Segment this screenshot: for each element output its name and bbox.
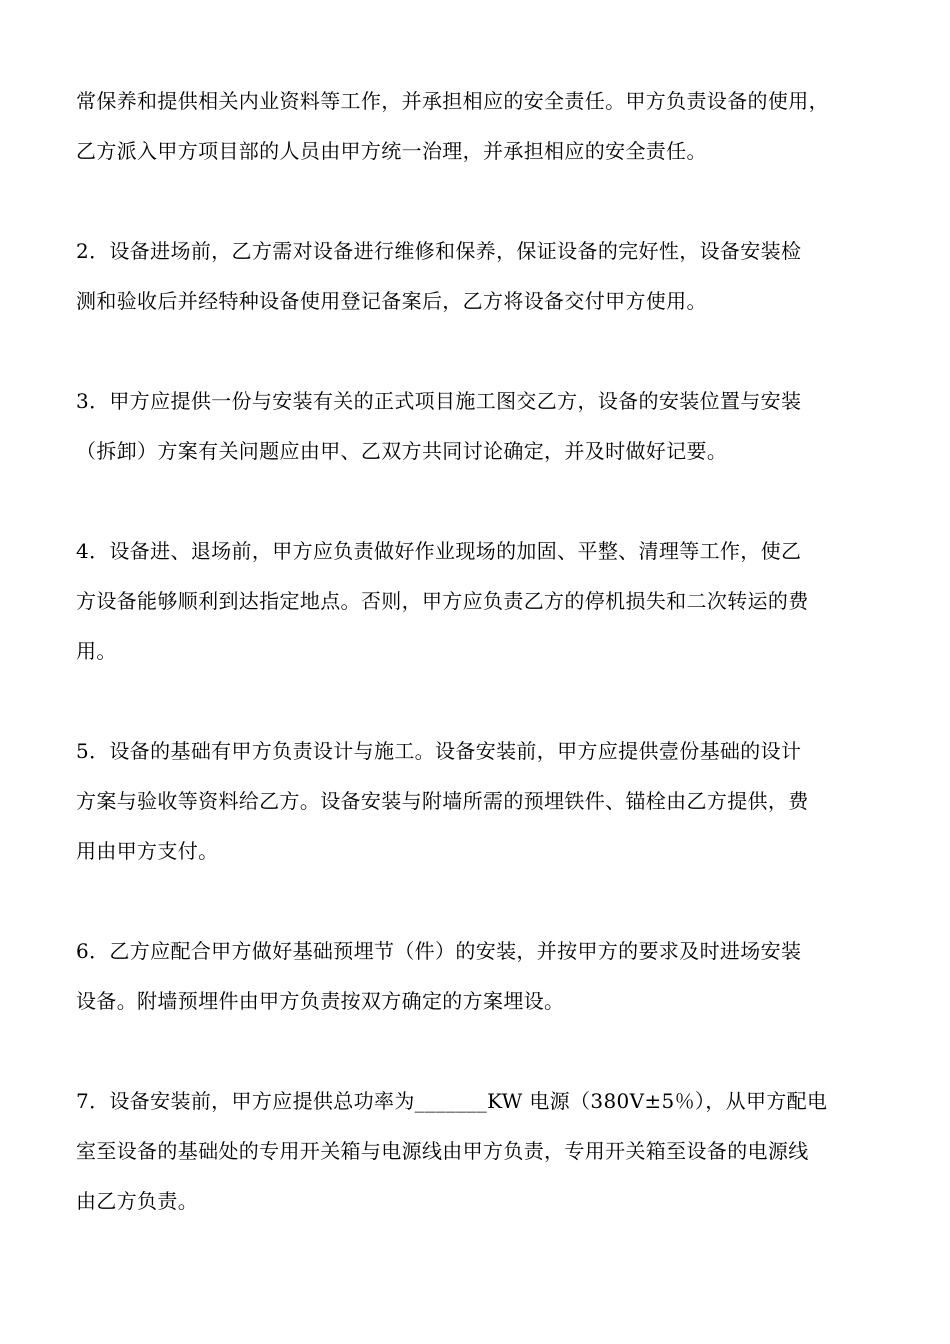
text-line: 用由甲方支付。 xyxy=(76,839,219,863)
text-line: 常保养和提供相关内业资料等工作，并承担相应的安全责任。甲方负责设备的使用， xyxy=(76,89,829,113)
text-line: 2．设备进场前，乙方需对设备进行维修和保养，保证设备的完好性，设备安装检 xyxy=(76,239,802,263)
text-line: 5．设备的基础有甲方负责设计与施工。设备安装前，甲方应提供壹份基础的设计 xyxy=(76,739,802,763)
text-line: 方案与验收等资料给乙方。设备安装与附墙所需的预埋铁件、锚栓由乙方提供，费 xyxy=(76,789,809,813)
paragraph-item-6 xyxy=(76,926,886,1026)
text-line: 7．设备安装前，甲方应提供总功率为_______KW 电源（380V±5％），从甲方配电 xyxy=(76,1089,828,1113)
text-line: 测和验收后并经特种设备使用登记备案后，乙方将设备交付甲方使用。 xyxy=(76,289,707,313)
text-line: 乙方派入甲方项目部的人员由甲方统一治理，并承担相应的安全责任。 xyxy=(76,139,707,163)
text-line: 4．设备进、退场前，甲方应负责做好作业现场的加固、平整、清理等工作，使乙 xyxy=(76,539,802,563)
text-line: 3．甲方应提供一份与安装有关的正式项目施工图交乙方，设备的安装位置与安装 xyxy=(76,389,802,413)
paragraph-continued xyxy=(76,76,886,176)
text-line: 6．乙方应配合甲方做好基础预埋节（件）的安装，并按甲方的要求及时进场安装 xyxy=(76,939,802,963)
text-line: 由乙方负责。 xyxy=(76,1189,199,1213)
text-line: 用。 xyxy=(76,639,117,663)
document-page xyxy=(76,76,886,1276)
paragraph-item-3 xyxy=(76,376,886,476)
paragraph-item-7 xyxy=(76,1076,886,1226)
text-line: 设备。附墙预埋件由甲方负责按双方确定的方案埋设。 xyxy=(76,989,565,1013)
text-line: 室至设备的基础处的专用开关箱与电源线由甲方负责，专用开关箱至设备的电源线 xyxy=(76,1139,809,1163)
text-line: 方设备能够顺利到达指定地点。否则，甲方应负责乙方的停机损失和二次转运的费 xyxy=(76,589,809,613)
text-line: （拆卸）方案有关问题应由甲、乙双方共同讨论确定，并及时做好记要。 xyxy=(76,439,728,463)
paragraph-item-2 xyxy=(76,226,886,326)
paragraph-item-4 xyxy=(76,526,886,676)
paragraph-item-5 xyxy=(76,726,886,876)
